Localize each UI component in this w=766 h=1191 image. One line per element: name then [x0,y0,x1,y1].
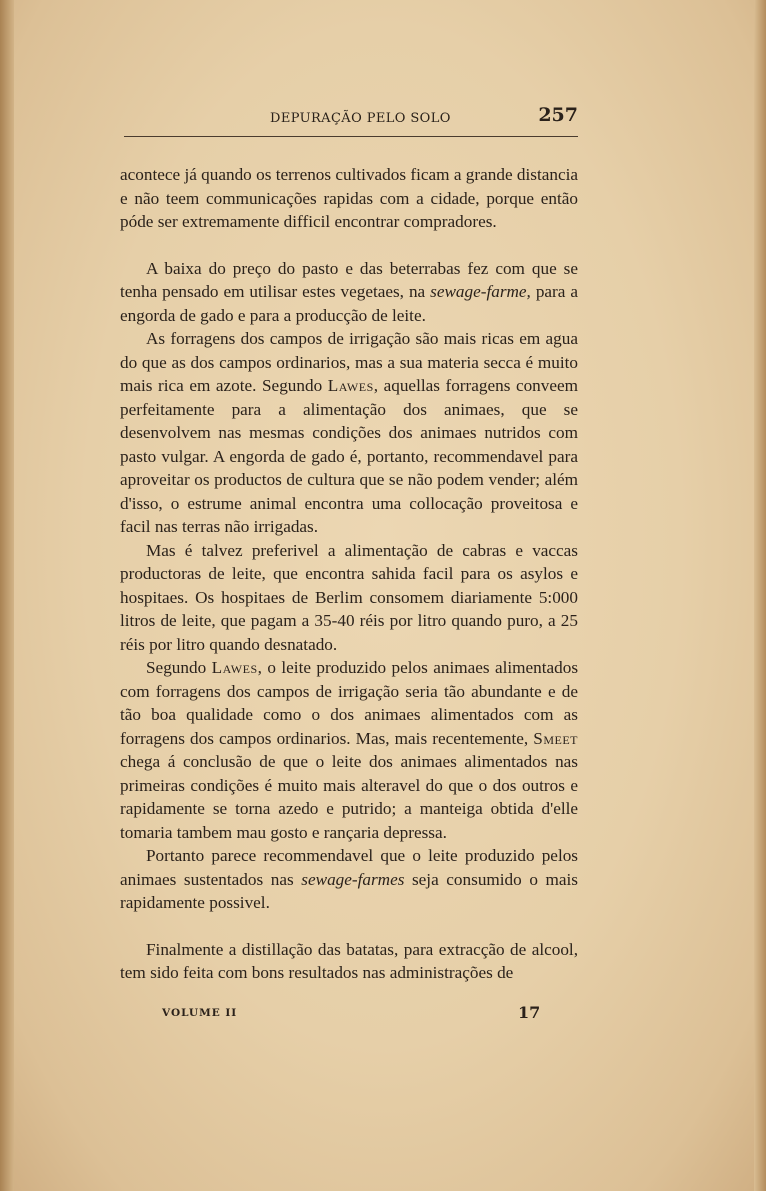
paragraph-5 [120,656,578,844]
paragraph-5-author-name-2: Smeet [533,728,578,748]
paragraph-6 [120,844,578,915]
paragraph-3-text-a: As forragens dos campos de irrigação são mais ricas em agua do que as dos campos ordinarios, mas a sua materia secca é muito mais rica em azote. Segundo [120,329,578,395]
paragraph-3 [120,327,578,539]
running-head [124,104,578,134]
paragraph-3-text-b: , aquellas forragens conveem perfeitamente para a alimentação dos animaes, que se desenvolvem nas mesmas condições dos animaes nutridos com pasto vulgar. A engorda de gado é, portanto, recommendavel para aproveitar os productos de cultura que se não podem vender; além d'isso, o estrume animal encontra uma collocação proveitosa e facil nas terras não irrigadas. [120,376,578,536]
paragraph-4: Mas é talvez preferivel a alimentação de cabras e vaccas productoras de leite, que encontra sahida facil para os asylos e hospitaes. Os hospitaes de Berlim consomem diariamente 5:000 litros de leite, que pagam a 35-40 réis por litro quando puro, a 25 réis por litro quando desnatado. [120,540,578,654]
paragraph-1: acontece já quando os terrenos cultivados ficam a grande distancia e não teem communicações rapidas com a cidade, porque então póde ser extremamente difficil encontrar compradores. [120,165,578,231]
paragraph-6-text-a: Portanto parece recommendavel que o leite produzido pelos animaes sustentados nas [120,846,578,889]
signature-number: 17 [518,1003,541,1022]
paragraph-2 [120,257,578,328]
page-number: 257 [538,104,578,126]
paragraph-5-text-b: , o leite produzido pelos animaes alimentados com forragens dos campos de irrigação seria tão abundante e de tão boa qualidade como o dos animaes alimentados com as forragens dos campos ordinarios. Mas, mais recentemente, [120,658,579,748]
paragraph-6-text-b: seja consumido o mais rapidamente possivel. [120,869,578,912]
paragraph-2-text-b: para a engorda de gado e para a producção de leite. [120,282,578,325]
paragraph-7: Finalmente a distillação das batatas, para extracção de alcool, tem sido feita com bons resultados nas administrações de [120,939,578,982]
paragraph-5-text-c: chega á conclusão de que o leite dos animaes alimentados nas primeiras condições é muito mais alteravel do que o dos outros e rapidamente se torna azedo e putrido; a manteiga obtida d'elle tomaria tambem mau gosto e rançaria depressa. [120,752,578,842]
paragraph-3-author-name: Lawes [327,376,374,395]
page-right-edge [754,0,766,1191]
running-title: DEPURAÇÃO PELO SOLO [270,111,451,126]
header-rule [124,136,578,137]
paragraph-5-author-name-1: Lawes [211,658,258,677]
paragraph-6-italic-term: sewage-farmes [301,869,405,889]
page-footer [120,1003,578,1027]
signature-label: VOLUME II [162,1007,238,1019]
body-text [120,163,578,985]
paragraph-5-text-a: Segundo [146,658,212,677]
paragraph-2-text-a: A baixa do preço do pasto e das beterrabas fez com que se tenha pensado em utilisar estes vegetaes, na [120,258,578,301]
paragraph-2-italic-term: sewage-farme, [430,282,531,301]
page-left-edge [0,0,14,1191]
